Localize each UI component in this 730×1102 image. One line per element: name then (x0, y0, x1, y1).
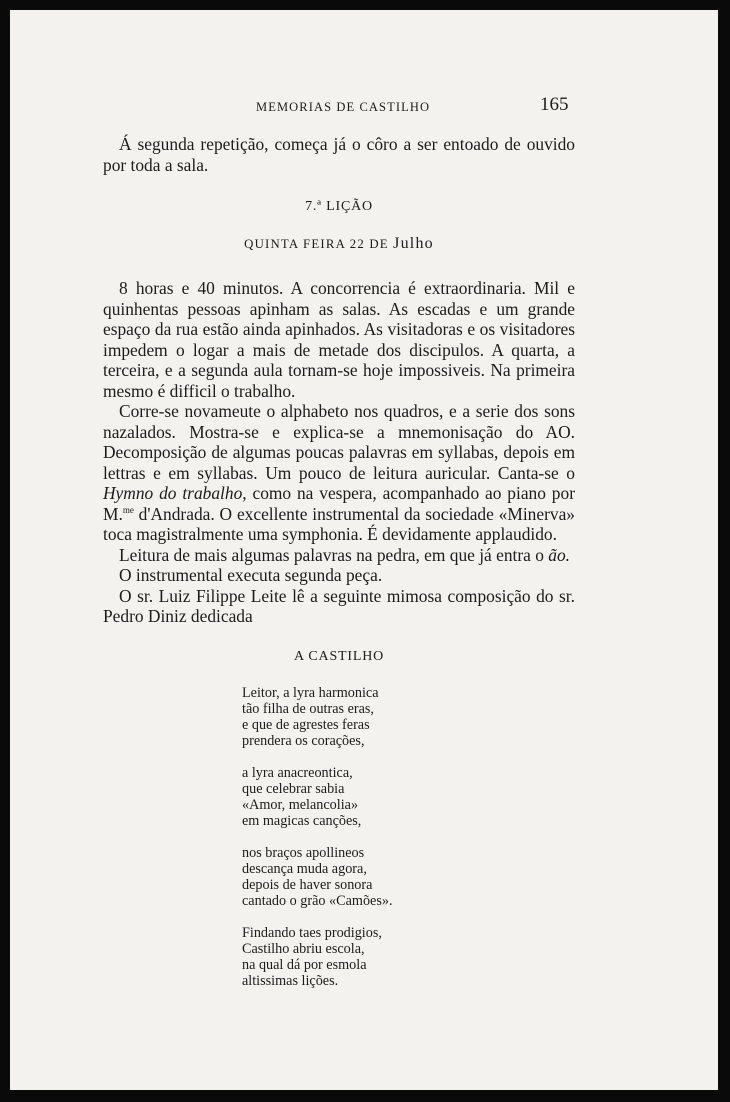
poem-line: na qual dá por esmola (242, 957, 367, 973)
running-title: MEMORIAS DE CASTILHO (256, 100, 431, 114)
date-line (103, 234, 575, 255)
poem-line: que celebrar sabia (242, 781, 345, 797)
poem-line: altissimas lições. (242, 973, 339, 989)
paragraph-4-italic: ão. (548, 544, 571, 565)
poem-line: cantado o grão «Camões». (242, 893, 393, 909)
hymn-title: Hymno do trabalho, (103, 483, 247, 503)
page-number: 165 (540, 94, 569, 115)
poem-stanza (242, 925, 575, 989)
poem-line: prendera os corações, (242, 733, 365, 749)
poem-line: Leitor, a lyra harmonica (242, 685, 379, 701)
poem (242, 685, 575, 989)
date-month: Julho (393, 234, 434, 252)
paragraph-3-part-2: como na vespera, acompanhado ao piano por M. (103, 483, 575, 524)
paragraph-6: O sr. Luiz Filippe Leite lê a seguinte mimosa composição do sr. Pedro Diniz dedicada (103, 585, 575, 626)
poem-line: tão filha de outras eras, (242, 701, 374, 717)
paragraph-3-part-1: Corre-se novameute o alphabeto nos quadros, e a serie dos sons nazalados. Mostra-se e explica-se a mnemonisação do AO. Decomposição de algumas poucas palavras em syllabas, depois em lettras e em syllabas. Um pouco de leitura auricular. Canta-se o (103, 401, 575, 483)
page-body (103, 134, 575, 1005)
paragraph-3 (103, 401, 575, 545)
poem-title: A CASTILHO (293, 648, 385, 664)
paragraph-2: 8 horas e 40 minutos. A concorrencia é extraordinaria. Mil e quinhentas pessoas apinham as salas. As escadas e um grande espaço da rua estão ainda apinhados. As visitadoras e os visitadores impedem o logar a mais de metade dos discipulos. A quarta, a terceira, e a segunda aula tornam-se hoje impossiveis. Na primeira mesmo é difficil o trabalho. (103, 278, 575, 401)
poem-stanza (242, 845, 575, 909)
poem-line: a lyra anacreontica, (242, 765, 353, 781)
date-prefix: QUINTA FEIRA 22 DE (244, 236, 394, 251)
poem-stanza (242, 765, 575, 829)
lesson-title: 7.ª LIÇÃO (305, 199, 373, 214)
poem-line: Castilho abriu escola, (242, 941, 365, 957)
paragraph-3-part-3: d'Andrada. O excellente instrumental da sociedade «Minerva» toca magistralmente uma symphonia. É devidamente applaudido. (103, 503, 575, 544)
paragraph-4-text: Leitura de mais algumas palavras na pedra, em que já entra o (119, 544, 549, 565)
paragraph-1: Á segunda repetição, começa já o côro a ser entoado de ouvido por toda a sala. (103, 134, 575, 175)
book-page (10, 10, 718, 1090)
poem-stanza (242, 685, 575, 749)
poem-line: em magicas canções, (242, 813, 362, 829)
poem-line: «Amor, melancolia» (242, 797, 359, 813)
poem-line: e que de agrestes feras (242, 717, 370, 733)
page-header (10, 94, 718, 118)
poem-line: descança muda agora, (242, 861, 367, 877)
poem-line: depois de haver sonora (242, 877, 373, 893)
poem-line: nos braços apollineos (242, 845, 365, 861)
paragraph-4 (103, 545, 575, 566)
paragraph-5: O instrumental executa segunda peça. (119, 565, 383, 585)
poem-line: Findando taes prodigios, (242, 925, 382, 941)
superscript-me: me (122, 504, 134, 515)
